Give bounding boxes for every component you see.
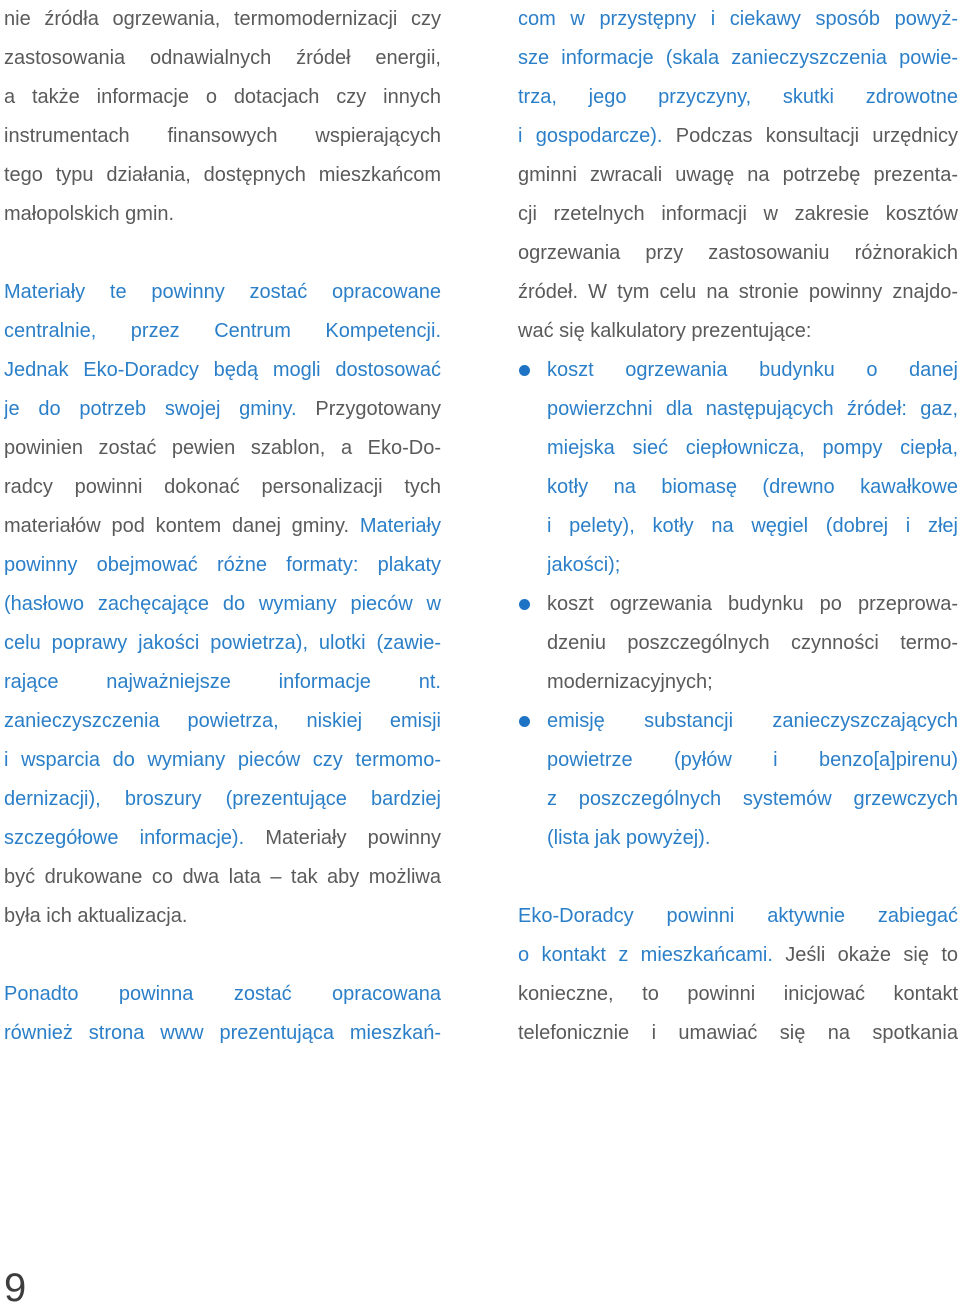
left-column xyxy=(4,0,441,1053)
text-segment: materiałów pod kontem danej gminy. xyxy=(4,515,350,537)
text-segment: o kontakt z mieszkańcami. xyxy=(518,944,773,966)
text-line: zastosowania odnawialnych źródeł energii, xyxy=(4,47,441,69)
text-line: com w przystępny i ciekawy sposób powyż- xyxy=(518,8,958,30)
text-line: (lista jak powyżej). xyxy=(547,827,711,849)
bullet-item xyxy=(518,351,958,585)
text-line: celu poprawy jakości powietrza), ulotki (zawie- xyxy=(4,632,441,654)
text-line: gminni zwracali uwagę na potrzebę prezenta- xyxy=(518,164,958,186)
paragraph-gap xyxy=(518,858,958,897)
text-line-mixed xyxy=(4,819,441,858)
text-line: ogrzewania przy zastosowaniu różnorakich xyxy=(518,242,958,264)
text-line: powinien zostać pewien szablon, a Eko-Do- xyxy=(4,437,441,459)
text-line: i pelety), kotły na węgiel (dobrej i złej xyxy=(547,515,958,537)
text-segment: Przygotowany xyxy=(296,398,441,420)
text-segment: szczegółowe informacje). xyxy=(4,827,245,849)
text-line: kotły na biomasę (drewno kawałkowe xyxy=(547,476,958,498)
text-line-mixed xyxy=(4,507,441,546)
text-line: instrumentach finansowych wspierających xyxy=(4,125,441,147)
text-line: Ponadto powinna zostać opracowana xyxy=(4,983,441,1005)
text-segment: Podczas konsultacji urzędnicy xyxy=(662,125,958,147)
text-line: nie źródła ogrzewania, termomodernizacji czy xyxy=(4,8,441,30)
text-line: trza, jego przyczyny, skutki zdrowotne xyxy=(518,86,958,108)
paragraph-gap xyxy=(4,936,441,975)
bullet-dot-icon xyxy=(519,365,530,376)
text-segment: Jeśli okaże się to xyxy=(772,944,958,966)
text-line: cji rzetelnych informacji w zakresie kosztów xyxy=(518,203,958,225)
text-line: powinny obejmować różne formaty: plakaty xyxy=(4,554,441,576)
text-line: sze informacje (skala zanieczyszczenia powie- xyxy=(518,47,958,69)
text-line: emisję substancji zanieczyszczających xyxy=(547,710,958,732)
text-line-mixed xyxy=(518,936,958,975)
text-line: i wsparcia do wymiany pieców czy termomo- xyxy=(4,749,441,771)
text-line: wać się kalkulatory prezentujące: xyxy=(518,320,812,342)
text-line: Eko-Doradcy powinni aktywnie zabiegać xyxy=(518,905,958,927)
text-line: a także informacje o dotacjach czy innych xyxy=(4,86,441,108)
text-line: koszt ogrzewania budynku o danej xyxy=(547,359,958,381)
text-line: być drukowane co dwa lata – tak aby możliwa xyxy=(4,866,441,888)
text-line: tego typu działania, dostępnych mieszkańcom xyxy=(4,164,441,186)
text-line: Materiały te powinny zostać opracowane xyxy=(4,281,441,303)
page-number: 9 xyxy=(4,1266,27,1310)
text-line: miejska sieć ciepłownicza, pompy ciepła, xyxy=(547,437,958,459)
text-line-mixed xyxy=(4,390,441,429)
text-line: jakości); xyxy=(547,554,621,576)
bullet-dot-icon xyxy=(519,599,530,610)
text-line: małopolskich gmin. xyxy=(4,203,175,225)
text-line: radcy powinni dokonać personalizacji tych xyxy=(4,476,441,498)
bullet-item xyxy=(518,702,958,858)
text-segment: Materiały powinny xyxy=(244,827,441,849)
text-line: również strona www prezentująca mieszkań- xyxy=(4,1022,441,1044)
text-line: rające najważniejsze informacje nt. xyxy=(4,671,441,693)
text-line: zanieczyszczenia powietrza, niskiej emisji xyxy=(4,710,441,732)
right-column xyxy=(518,0,958,1053)
text-segment: Materiały xyxy=(349,515,441,537)
text-line: dernizacji), broszury (prezentujące bardziej xyxy=(4,788,441,810)
bullet-item xyxy=(518,585,958,702)
text-line: modernizacyjnych; xyxy=(547,671,713,693)
text-segment: je do potrzeb swojej gminy. xyxy=(4,398,297,420)
text-line: koszt ogrzewania budynku po przeprowa- xyxy=(547,593,958,615)
text-line: powierzchni dla następujących źródeł: gaz, xyxy=(547,398,958,420)
bullet-dot-icon xyxy=(519,716,530,727)
text-line: była ich aktualizacja. xyxy=(4,905,188,927)
text-line: konieczne, to powinni inicjować kontakt xyxy=(518,983,958,1005)
text-line-mixed xyxy=(518,117,958,156)
text-line: powietrze (pyłów i benzo[a]pirenu) xyxy=(547,749,958,771)
text-line: źródeł. W tym celu na stronie powinny znajdo- xyxy=(518,281,958,303)
text-line: Jednak Eko-Doradcy będą mogli dostosować xyxy=(4,359,441,381)
text-line: z poszczególnych systemów grzewczych xyxy=(547,788,958,810)
text-line: telefonicznie i umawiać się na spotkania xyxy=(518,1022,958,1044)
text-line: centralnie, przez Centrum Kompetencji. xyxy=(4,320,441,342)
text-segment: i gospodarcze). xyxy=(518,125,663,147)
text-line: dzeniu poszczególnych czynności termo- xyxy=(547,632,958,654)
paragraph-gap xyxy=(4,234,441,273)
text-line: (hasłowo zachęcające do wymiany pieców w xyxy=(4,593,441,615)
